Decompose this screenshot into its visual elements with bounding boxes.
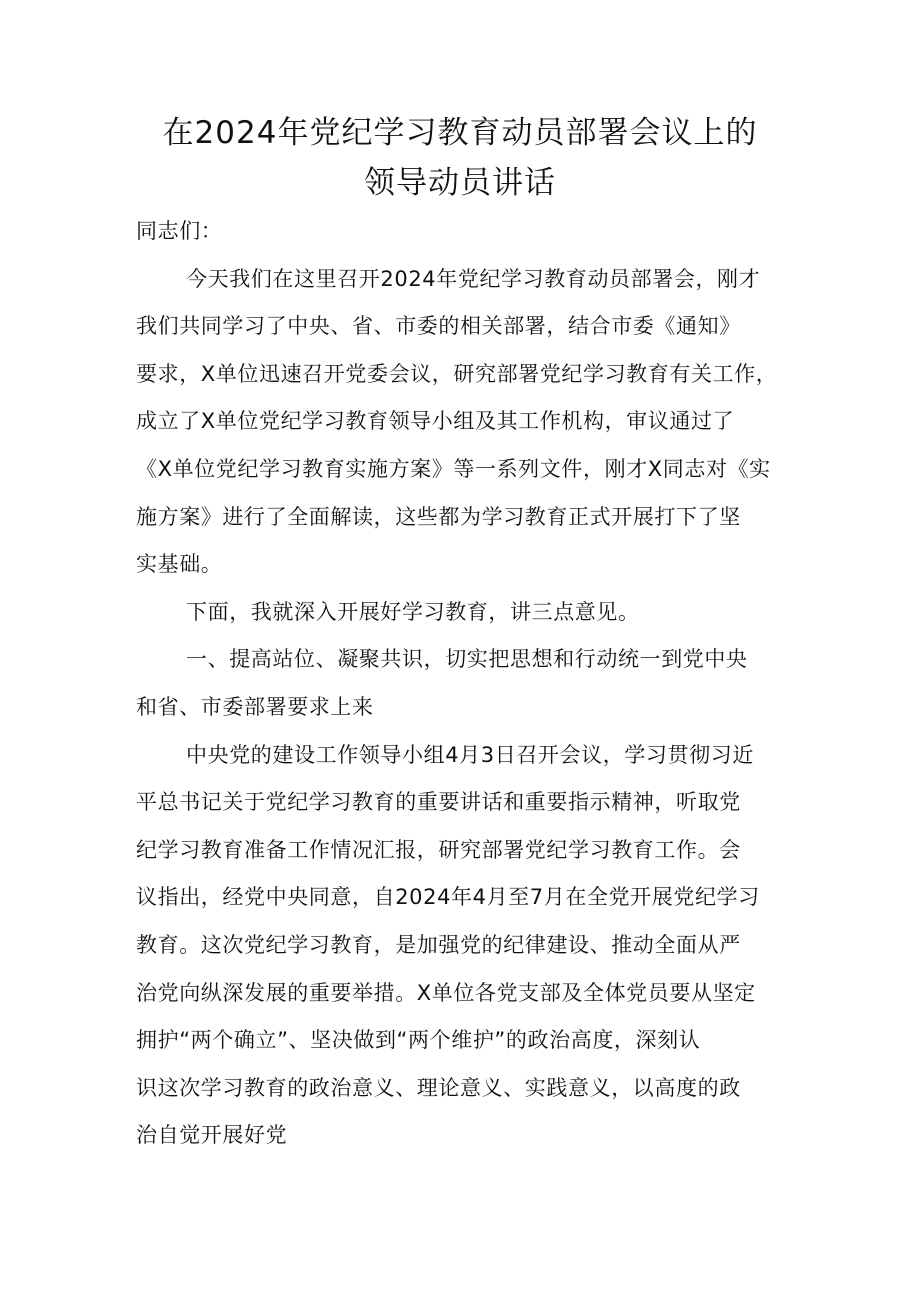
paragraph-3-line-3: 纪学习教育准备工作情况汇报，研究部署党纪学习教育工作。会 <box>136 837 741 862</box>
section-heading-line-2: 和省、市委部署要求上来 <box>136 694 374 719</box>
paragraph-1-line-2: 我们共同学习了中央、省、市委的相关部署，结合市委《通知》 <box>136 314 741 339</box>
paragraph-1-line-6: 施方案》进行了全面解读，这些都为学习教育正式开展打下了坚 <box>136 504 741 529</box>
paragraph-3-line-5: 教育。这次党纪学习教育，是加强党的纪律建设、推动全面从严 <box>136 932 741 957</box>
paragraph-3-line-7: 拥护“两个确立”、坚决做到“两个维护”的政治高度，深刻认 <box>136 1028 701 1053</box>
paragraph-1-line-7: 实基础。 <box>136 552 223 577</box>
title-line-2: 领导动员讲话 <box>364 165 556 201</box>
salutation: 同志们： <box>136 219 223 243</box>
paragraph-3-line-9: 治自觉开展好党 <box>136 1123 288 1148</box>
paragraph-1-line-5: 《X单位党纪学习教育实施方案》等一系列文件，刚才X同志对《实 <box>136 456 771 481</box>
paragraph-1-line-1: 今天我们在这里召开2024年党纪学习教育动员部署会，刚才 <box>186 266 761 291</box>
document-title <box>0 108 920 208</box>
paragraph-3-line-8: 识这次学习教育的政治意义、理论意义、实践意义，以高度的政 <box>136 1075 741 1100</box>
document-body <box>136 208 796 1160</box>
section-heading-line-1: 一、提高站位、凝聚共识，切实把思想和行动统一到党中央 <box>186 647 748 672</box>
paragraph-1-line-3: 要求，X单位迅速召开党委会议，研究部署党纪学习教育有关工作， <box>136 361 778 386</box>
paragraph-3-line-1: 中央党的建设工作领导小组4月3日召开会议，学习贯彻习近 <box>186 742 754 767</box>
paragraph-3-line-2: 平总书记关于党纪学习教育的重要讲话和重要指示精神，听取党 <box>136 790 741 815</box>
paragraph-3-line-6: 治党向纵深发展的重要举措。X单位各党支部及全体党员要从坚定 <box>136 980 756 1005</box>
paragraph-2-line-1: 下面，我就深入开展好学习教育，讲三点意见。 <box>186 599 640 624</box>
paragraph-3-line-4: 议指出，经党中央同意，自2024年4月至7月在全党开展党纪学习 <box>136 885 760 910</box>
paragraph-1-line-4: 成立了X单位党纪学习教育领导小组及其工作机构，审议通过了 <box>136 409 735 434</box>
title-line-1: 在2024年党纪学习教育动员部署会议上的 <box>162 115 758 151</box>
